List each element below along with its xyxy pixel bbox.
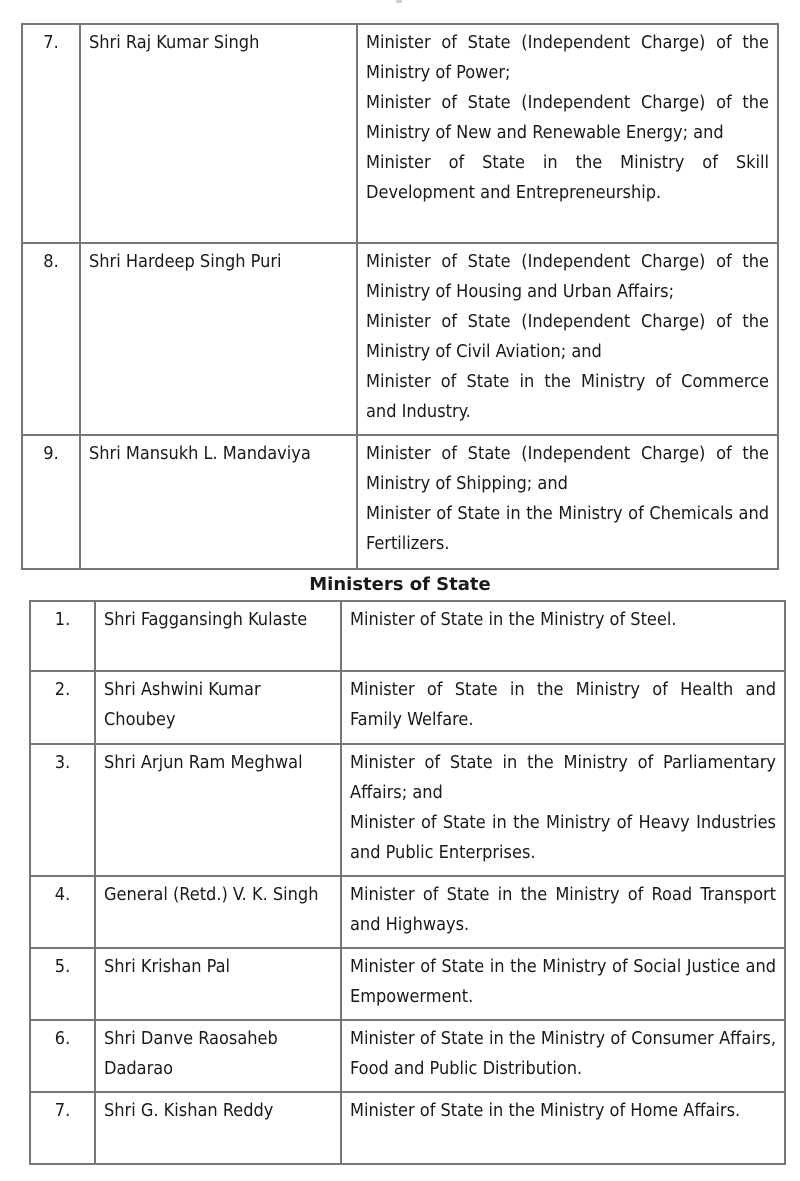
portfolio-line: Minister of State (Independent Charge) of the Ministry of Shipping; and (366, 443, 769, 494)
table-row (30, 744, 785, 876)
serial-number: 3. (30, 744, 95, 876)
portfolio-cell (341, 1092, 785, 1164)
minister-name: Shri Krishan Pal (95, 948, 341, 1020)
table-row (22, 24, 778, 243)
minister-name: Shri Hardeep Singh Puri (80, 243, 357, 435)
portfolio-line: Minister of State in the Ministry of Parliamentary Affairs; and (350, 752, 776, 803)
minister-name: General (Retd.) V. K. Singh (95, 876, 341, 948)
table-row (30, 948, 785, 1020)
portfolio-cell (357, 24, 778, 243)
portfolio-cell (341, 671, 785, 744)
portfolio-line: Minister of State in the Ministry of Home Affairs. (350, 1100, 741, 1121)
serial-number: 6. (30, 1020, 95, 1092)
portfolio-line: Minister of State (Independent Charge) of the Ministry of Civil Aviation; and (366, 311, 769, 362)
minister-name: Shri Mansukh L. Mandaviya (80, 435, 357, 569)
table-row (30, 671, 785, 744)
serial-number: 8. (22, 243, 80, 435)
table-row (30, 876, 785, 948)
table-row (30, 1092, 785, 1164)
portfolio-line: Minister of State in the Ministry of Consumer Affairs, Food and Public Distribution. (350, 1028, 776, 1079)
minister-name: Shri Faggansingh Kulaste (95, 601, 341, 671)
minister-name: Shri Ashwini Kumar Choubey (95, 671, 341, 744)
table-row (30, 601, 785, 671)
serial-number: 5. (30, 948, 95, 1020)
portfolio-line: Minister of State (Independent Charge) of the Ministry of Power; (366, 32, 769, 83)
portfolio-line: Minister of State in the Ministry of Steel. (350, 609, 677, 630)
portfolio-line: Minister of State in the Ministry of Skill Development and Entrepreneurship. (366, 152, 769, 203)
page-number-mark (396, 0, 402, 3)
serial-number: 4. (30, 876, 95, 948)
minister-name: Shri Raj Kumar Singh (80, 24, 357, 243)
section-title: Ministers of State (309, 574, 491, 595)
portfolio-line: Minister of State (Independent Charge) of the Ministry of Housing and Urban Affairs; (366, 251, 769, 302)
serial-number: 7. (22, 24, 80, 243)
portfolio-cell (341, 948, 785, 1020)
portfolio-cell (341, 876, 785, 948)
minister-name: Shri Arjun Ram Meghwal (95, 744, 341, 876)
portfolio-line: Minister of State in the Ministry of Chemicals and Fertilizers. (366, 503, 769, 554)
table-row (22, 243, 778, 435)
ministers-of-state-table (29, 600, 786, 1165)
portfolio-cell (357, 243, 778, 435)
serial-number: 1. (30, 601, 95, 671)
portfolio-line: Minister of State in the Ministry of Commerce and Industry. (366, 371, 769, 422)
portfolio-line: Minister of State in the Ministry of Health and Family Welfare. (350, 679, 776, 730)
ministers-of-state-table-body (30, 601, 785, 1164)
portfolio-cell (341, 1020, 785, 1092)
minister-name: Shri G. Kishan Reddy (95, 1092, 341, 1164)
table-row (22, 435, 778, 569)
portfolio-line: Minister of State (Independent Charge) of the Ministry of New and Renewable Energy; and (366, 92, 769, 143)
table-row (30, 1020, 785, 1092)
portfolio-cell (341, 601, 785, 671)
portfolio-line: Minister of State in the Ministry of Social Justice and Empowerment. (350, 956, 776, 1007)
serial-number: 7. (30, 1092, 95, 1164)
serial-number: 9. (22, 435, 80, 569)
minister-name: Shri Danve Raosaheb Dadarao (95, 1020, 341, 1092)
portfolio-line: Minister of State in the Ministry of Road Transport and Highways. (350, 884, 776, 935)
serial-number: 2. (30, 671, 95, 744)
independent-charge-table-body (22, 24, 778, 569)
portfolio-cell (341, 744, 785, 876)
independent-charge-ministers-table (21, 23, 779, 570)
portfolio-cell (357, 435, 778, 569)
portfolio-line: Minister of State in the Ministry of Heavy Industries and Public Enterprises. (350, 812, 776, 863)
